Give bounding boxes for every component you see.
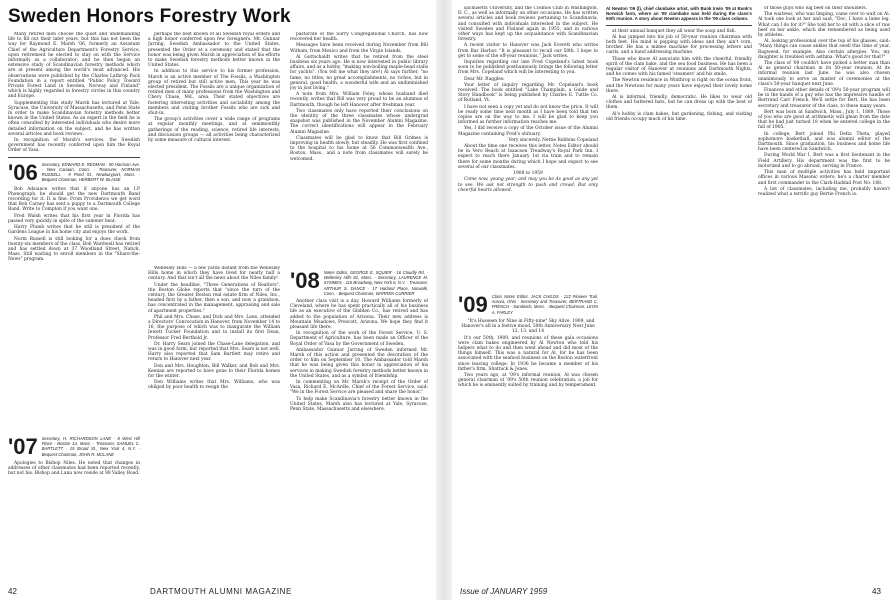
paragraph: Don and Mrs. Houghton, Bill Walker, and Bob and Mrs. Keenan are reported to have gone to their Florida homes for the winter. [148,363,280,380]
paragraph: pastorate of the Surry Congregational Church, has now recovered her health. [290,32,428,43]
paragraph: Inquiries regarding our late Fred Copeland's latest book soon to be published posthumously brings the following letter from Mrs. Copeland which will be interesting to you. [458,60,598,76]
class-officers: Secretary, EDWARD E. REDMAN · 50 Harrison Ave. · New Canaan, Conn. · Treasurer, NORMAN RUSSELL · 9 Pond St., Newburyport, Mass. · Bequest Chairman, HERBERT W. BLAISE [41,161,140,183]
paragraph: Dear Mr. Ruggles: [464,76,505,82]
paragraph: About the time one receives this letter, Notes Editor should be in Vero Beach at Isaacson Treadway's Royal Park Inn. I expect to reach there January 1st via train and to remain there for some months during which I hope and expect to see several of our classmates. [458,144,598,170]
left-column-3 [290,32,428,262]
right-column-1-lower [458,290,598,584]
poem-title: 1908 to 1959 [513,171,543,177]
paragraph: A list of classmates, including me, probably haven't realized what a terrific guy Bertie French is. [758,186,890,197]
paragraph: Harry Plumb writes that he still is president of the Gardens League in his home city and enjoys the work. [8,225,140,236]
left-column-3-lower [290,266,428,582]
paragraph: Dr. Harry Sears joined the Chase-Lane delegation, and was in good form, but reported that Mrs. Sears is not well. Harry also reported that Sam Bartlett may retire and return to Hanover next year. [148,341,280,363]
right-page [452,0,896,600]
paragraph: A note from Mrs. William Foley, whose husband died recently, writes that Bill was very proud to be an alumnus of Dartmouth, though he left Hanover after freshman year. [290,92,428,108]
paragraph: Al has jumped into his job of 50-year reunion chairman with both feet. His mind is popping with ideas and they ain't corn, brother. He has a mimeo machine for processing letters and cards, and a hand addressing machine. [606,34,752,56]
class-year: '08 [290,268,320,293]
paragraph: Bert was born at Sandwich, Mass., July 1, 1889. Those of you who are good at arithmetic will glean from the date that he had just turned 18 when he entered college in the fall of 1905. [758,109,890,131]
paragraph: Your letter of inquiry regarding Mr. Copeland's book received. The book entitled "Lake Champlain, a Guide and Story Handbook" is being published by Charles E. Tuttle Co. of Rutland, Vt. [458,82,598,104]
paragraph: Al's hobby is clam bakes, but gardening, fishing, and visiting old friends occupy much of his time. [606,111,752,122]
divider [8,157,140,158]
class-officers: Secretary, H. RICHARDSON LANE · 8 West Hill Place · Boston 14, Mass. · Treasurer, SAMUEL C. BARTLETT · 15 Broad St., New York 4, N.Y. · Bequest Chairman, JOHN R. MCLANE [41,436,140,457]
divider [606,25,752,26]
paragraph: Two classmates only have reported their conclusions on the identity of the three classmates whose undergrad snapshot was published in the November Alumni Magazine. The correct identifications will appear in the February Alumni Magazine. [290,108,428,135]
paragraph: Ambassador Gunnar Jarring of Sweden informed Mr. Marsh of this action and presented the decoration of the order to him on September 10. The Ambassador told Marsh that he was being given this honor in appreciation of his services in making Swedish forestry methods better known in the United States, and as a symbol of friendship. [290,347,428,379]
paragraph: Many retired men choose the quiet and undemanding life to fill out their later years, but this has not been the way for Raymond E. Marsh '06, formerly an Assistant Chief of the Agriculture Department's Forestry Service, upon retirement he elected to stay on with the Service informally as a collaborator; and he then began an extensive study of Scandinavian forestry methods which are at present among the world's most advanced. His observations were published by the Charles Lathrop Pack Foundation in a report entitled "Public Policy Toward Private Forest Land in Sweden, Norway and Finland" which is highly regarded in forestry circles in this country and Europe. [8,32,140,100]
paragraph: Wellesley Hills — a few yards distant from the Wellesley Hills home in which they have lived for nearly half a century. And that isn't all the news about the Niles family! [148,266,280,282]
class-year: '07 [8,434,38,459]
left-column-2 [148,32,280,262]
page-number-left: 42 [8,587,17,596]
paragraph: Yes, I did receive a copy of the October issue of the Alumni Magazine containing Fred's obituary. [458,126,598,137]
class-year: '06 [8,159,38,185]
paragraph: Fred Walsh writes that his first year in Florida has passed very quickly in spite of the summer heat. [8,213,140,224]
class-heading-08 [290,270,428,296]
paragraph: sachusetts University, and the Cosmos Club in Washington, D. C., as well as informally on other occasions. He has written several articles and book reviews pertaining to Scandinavia, and consulted with individuals interested in the subject. He visited Sweden and Finland again in 1955, and in various other ways has kept up the acquaintance with Scandinavian forestry. [458,6,598,43]
paragraph: Norm Russell is still looking for a dues check from twenty-six members of the class. Bob Wardwell has retired and has settled down at 37 Woodland Street, Natick, Mass. Still waiting to enroll members in the "Share-the-News" program. [8,236,140,263]
paragraph: The Newton residence in Winthrop is right on the ocean front, and the Newtons for many years have enjoyed their lovely home there. [606,78,752,94]
paragraph: Bob Adsiance writes that if anyone has an I.P Phonograph, he should get the new Dartmouth Band recording for it. It is fine. From Providence we get word that Bob Carney has sent a puppy to a Dartmouth College Band. Write to Compton if you want one. [8,186,140,213]
paragraph: Two years ago, at '09's informal reunion, Al was chosen general chairman of '09's 50th reunion celebration, a job for which he is eminently suited by training and by temperament. [458,373,598,389]
paragraph: In recognition of the work of the Forest Service, U. S. Department of Agriculture, has been made an Officer of the Royal Order of Vasa by the Government of Sweden. [290,331,428,347]
left-column-1-lower [8,432,140,582]
paragraph: In college, Bert joined Phi Delta Theta, played sophomore basketball, and was alumni editor of the Dartmouth. Since graduation, his business and home life have been centered in Sandwich. [758,131,890,153]
class-heading-07 [8,436,140,458]
paragraph: Al Gottschaldt writes that he retired from the steel business six years ago. He is now interested in public library affairs, and as a hobby, "making non-boiling maple-bead stalls for yachts". (You tell me what they are!) Al says further, "no fame, no titles, no great accomplishments, no riches, but in general, good health, a wonderful wife and an undiminished joy in just living." [290,54,428,92]
right-column-2 [606,6,752,584]
paragraph: In recognition of Marsh's services, the Swedish government has recently conferred upon him the Royal Order of Vasa. [8,138,140,154]
paragraph: In addition to this service to his former profession, Marsh is an active member of The Fossils, a Washington group of retired but still active men. This year he was elected president. The Fossils are a unique organization of retired men of many professions from the Washington and Chevy Chase, Md., area. Their stated objectives are fostering interesting activities and sociability among the members and visiting brother Fossils who are sick and shut-in. [148,69,280,117]
paragraph: Those who know Al associate him with the cheerful, friendly spirit of the clam bake, and the sea food business. He has been a regular visitor of Hanover at reunions and Dartmouth Nights, and he comes with his famed 'steamers' and his smile. [606,56,752,78]
paragraph: Don Williams writes that Mrs. Williams, who was obliged by poor health to resign the [148,380,280,391]
issue-date: Issue of JANUARY 1959 [460,587,548,596]
poem: Come now, young year; and may you be As good as any yet to see. We ask not strength to push and crowd, But only cheerful hearts allowed. [458,177,598,193]
paragraph: The class of '09 couldn't have picked a better man than Al as general chairman in its 50-year reunion. At its informal reunion last June, he was also chosen unanimously to serve as master of ceremonies at the class's 50-year banquet next June. [758,61,890,87]
magazine-name: DARTMOUTH ALUMNI MAGAZINE [150,587,292,596]
paragraph: Phil and Mrs. Chase, and Dick and Mrs. Lane, attended a Directors' Convocation in Hanover, from November 14 to 16, the purpose of which was to inaugurate the William Jewett Tucker Foundation and to install its first Dean, Professor Fred Berthold Jr. [148,314,280,341]
paragraph: It's our 50th, 1909, and reunions of these gala occasions were clam bakes engineered by Al Newton who told his helpers what to do and then went ahead and did most of the things himself. This was a natural for Al, for he has been associated with the seafood business on the Boston waterfront since leaving college. In 1936 he became a member of his father's firm, Shattuck & Jones. [458,335,598,372]
paragraph: at their annual banquet they all wear the soup and fish. [612,28,736,34]
page-number-right: 43 [872,587,881,596]
paragraph: Al is informal, friendly, democratic. He likes to wear old clothes and battered hats, but he can dress up with the best of them. [606,95,752,111]
class-officers: Class Notes Editor, JACK CHILDS · 122 Pioneer Trail, Aurora, Ohio · Secretary and Treasurer, BERTRAND C. FRENCH · Sandwich, Mass. · Bequest Chairman, LEON A. FARLEY [491,294,598,315]
paragraph: The waitress, who was limping, came over to wait on Al. Al took one look at her and said, "Doc, I have a lame leg. What can I do for it?" She told her to sit with a slice of raw beef on her ankle, which she remembered as being used by athletes. [758,12,890,39]
class-year: '09 [458,292,488,317]
paragraph: Messages have been received during November from Bill Witham, from Mexico and from the Virgin Islands. [290,43,428,54]
paragraph: I have not seen a copy yet and do not know the price. It will be ready some time next month as I have been told that ten copies are on the way to me. I will be glad to keep you informed as further information reaches me. [458,104,598,126]
page-gutter [436,0,452,600]
paragraph: During World War I, Bert was a first lieutenant in the Field Artillery. His department was the first to be motorized and to go abroad, serving in France. [758,153,890,169]
photo-caption-left: Al Newton '09 (l), chief clambake artist, with Bunk Irwin '09 at Bunk's Norwich farm, where an '09 clambake was held during the class's 50th reunion. A story about Newton appears in the '09 class column. [606,6,752,22]
paragraph: of those guys who lug beef on their shoulders. [764,6,868,11]
left-column-2-lower [148,266,280,582]
paragraph: A recent visitor to Hanover was Jack Everett who writes from Bar Harbor. "It is pleasant to recall our 50th. I hope to get to some of the off-year reunions," Jack writes. [458,43,598,59]
paragraph: Al, looking professional over the top of his glasses, said: "Many things can cause ankles that swell this time of year. Ragweed, for example. Also certain allergies. You, my daughter is troubled with asthma. What's good for that?" [758,39,890,60]
paragraph: Finances and other details of '09's 50-year program will be in the hands of a guy who has the impressive handle of Bertrand Carr French. We'll settle for Bert. He has been secretary and treasurer of the class, to these many years. [758,88,890,109]
left-column-1 [8,32,140,430]
paragraph: In commenting on Mr. Marsh's receipt of the Order of Vasa, Richard E. McArdle, Chief of the Forest Service, said: "We in the Forest Service are pleased and share the honor." [290,380,428,396]
paragraph: Apologies to Bishop Niles. He noted that changes in addresses of other classmates had been reported recently, but not his. Bishop and Lanu now reside at 88 Valley Road. [8,461,140,477]
paragraph: Under the headline, "Three Generations of Realtors", the Boston Globe reports that "since the turn of the century, the Greater Boston real estate firm of Niles, Inc., headed first by a father, then a son, and now a grandson, has concentrated in the management, appraising and sale of apartment properties." [148,282,280,314]
class-officers: Notes Editor, GEORGE E. SQUIER · 16 Cloudly Rd. · Wellesley Hills 81, Mass. · Secretary, LAURENCE M. SYMMES · 115 Broadway, New York 6, N.Y. · Treasurer, ARTHUR S. DANCE · 17 Harland Place, Norwalk, Conn. · Bequest Chairman, WARREN CURRIER [323,270,428,296]
paragraph: Classmates will be glad to know that Bill Grimes is improving in health slowly, but steadily. He was first confined to the hospital to his home at 56 Commonwealth Ave., Boston, Mass., and a note from classmates will surely be welcomed. [290,135,428,162]
paragraph: Very sincerely, Nettie Robbins Copeland [508,137,598,143]
right-column-3 [758,6,890,584]
article-title: Sweden Honors Forestry Work [8,6,291,27]
right-column-1 [458,6,598,286]
paragraph: This man of multiple activities has held important offices in various Masonic orders; he's a charter member and first commander in the Clark-Haddad Post No. 188. [758,170,890,186]
class-heading-06 [8,159,140,185]
paragraph: Supplementing this study Marsh has lectured at Yale, Syracuse, the University of Massachusetts, and Penn State in order to make Scandinavian forestry methods better known in the United States. As an expert in the field he is often consulted by interested individuals who desire more detailed information on the subject, and he has written several articles and book reviews. [8,100,140,137]
paragraph: Another class visit is a day. Howard Williams formerly of Cleveland, where he has spent practically all of his business life as an executive of the Glidden Co., has retired and has added to the population of Arizona. Their new address is Mountain Meadows, Prescott, Arizona. We hope they find it pleasant life there. [290,299,428,331]
left-page [0,0,436,600]
paragraph: The group's activities cover a wide range of programs at regular monthly meetings, and at semimonthly gatherings of the reading, science, retired life interests, and discussion groups — all activities being characterized by some measure of cultural interest. [148,117,280,144]
class-heading-09 [458,294,598,316]
paragraph: "It's Husseen for Nine in Fifty-nine" Sky Alive, 1909, and Hanover's all in a festive mood, 50th Anniversary Next June 12, 13, and 14 [461,319,595,335]
paragraph: perhaps the best known of all Swedish royal orders and a high honor conferred upon few foreigners. Mr. Gunnar Jarring, Swedish Ambassador to the United States, presented the Order at a ceremony and stated that the honor was being given Marsh in appreciation of his efforts to make Swedish forestry methods better known in the United States. [148,32,280,69]
paragraph: To help make Scandinavia's forestry better known in the United States, Marsh also has lectured at Yale, Syracuse, Penn State, Massachusetts and elsewhere. [290,396,428,413]
